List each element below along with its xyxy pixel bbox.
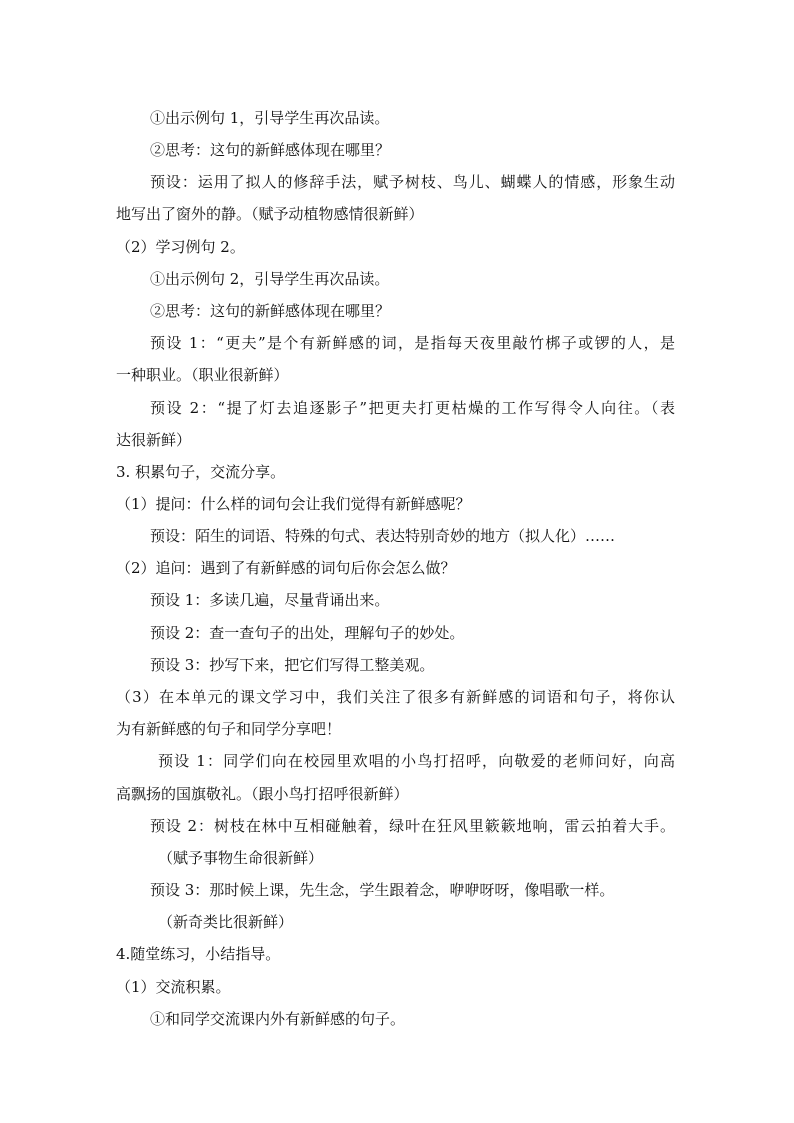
section-heading: 3. 积累句子，交流分享。 xyxy=(116,463,286,481)
text-line: 预设 3：抄写下来，把它们写得工整美观。 xyxy=(150,656,435,674)
text-line: 预设：运用了拟人的修辞手法，赋予树枝、鸟儿、蝴蝶人的情感，形象生动 xyxy=(150,173,675,191)
text-line: 地写出了窗外的静。（赋予动植物感情很新鲜） xyxy=(116,205,424,223)
text-line: 预设 3：那时候上课，先生念，学生跟着念，咿咿呀呀，像唱歌一样。 xyxy=(150,881,615,899)
text-line: （3）在本单元的课文学习中，我们关注了很多有新鲜感的词语和句子，将你认 xyxy=(116,688,675,706)
text-line: 预设 2：“提了灯去追逐影子”把更夫打更枯燥的工作写得令人向往。（表 xyxy=(150,399,675,417)
text-line: 预设 1：同学们向在校园里欢唱的小鸟打招呼，向敬爱的老师问好，向高 xyxy=(158,752,675,770)
text-line: 预设：陌生的词语、特殊的句式、表达特别奇妙的地方（拟人化）…… xyxy=(150,527,616,545)
text-line: 预设 1：多读几遍，尽量背诵出来。 xyxy=(150,591,390,609)
text-line: 一种职业。（职业很新鲜） xyxy=(116,366,289,384)
text-line: ②思考：这句的新鲜感体现在哪里？ xyxy=(150,302,391,320)
section-heading: （2）学习例句 2。 xyxy=(116,238,245,256)
text-line: 预设 2：查一查句子的出处，理解句子的妙处。 xyxy=(150,624,465,642)
text-line: ①和同学交流课内外有新鲜感的句子。 xyxy=(150,1010,406,1028)
text-line: 达很新鲜） xyxy=(116,431,192,449)
text-line: （2）追问：遇到了有新鲜感的词句后你会怎么做？ xyxy=(116,559,456,577)
text-line: （1）交流积累。 xyxy=(116,978,231,996)
text-line: 高飘扬的国旗敬礼。（跟小鸟打招呼很新鲜） xyxy=(116,785,409,803)
text-line: 为有新鲜感的句子和同学分享吧！ xyxy=(116,720,342,738)
text-line: ①出示例句 2，引导学生再次品读。 xyxy=(150,270,390,288)
text-line: 预设 2：树枝在林中互相碰触着，绿叶在狂风里簌簌地响，雷云拍着大手。 xyxy=(150,817,675,835)
text-line: （赋予事物生命很新鲜） xyxy=(158,849,324,867)
text-line: （1）提问：什么样的词句会让我们觉得有新鲜感呢？ xyxy=(116,495,471,513)
text-line: 预设 1：“更夫”是个有新鲜感的词，是指每天夜里敲竹梆子或锣的人，是 xyxy=(150,334,675,352)
text-line: ①出示例句 1，引导学生再次品读。 xyxy=(150,109,390,127)
section-heading: 4.随堂练习，小结指导。 xyxy=(116,945,281,963)
text-line: ②思考：这句的新鲜感体现在哪里？ xyxy=(150,141,391,159)
text-line: （新奇类比很新鲜） xyxy=(158,913,294,931)
